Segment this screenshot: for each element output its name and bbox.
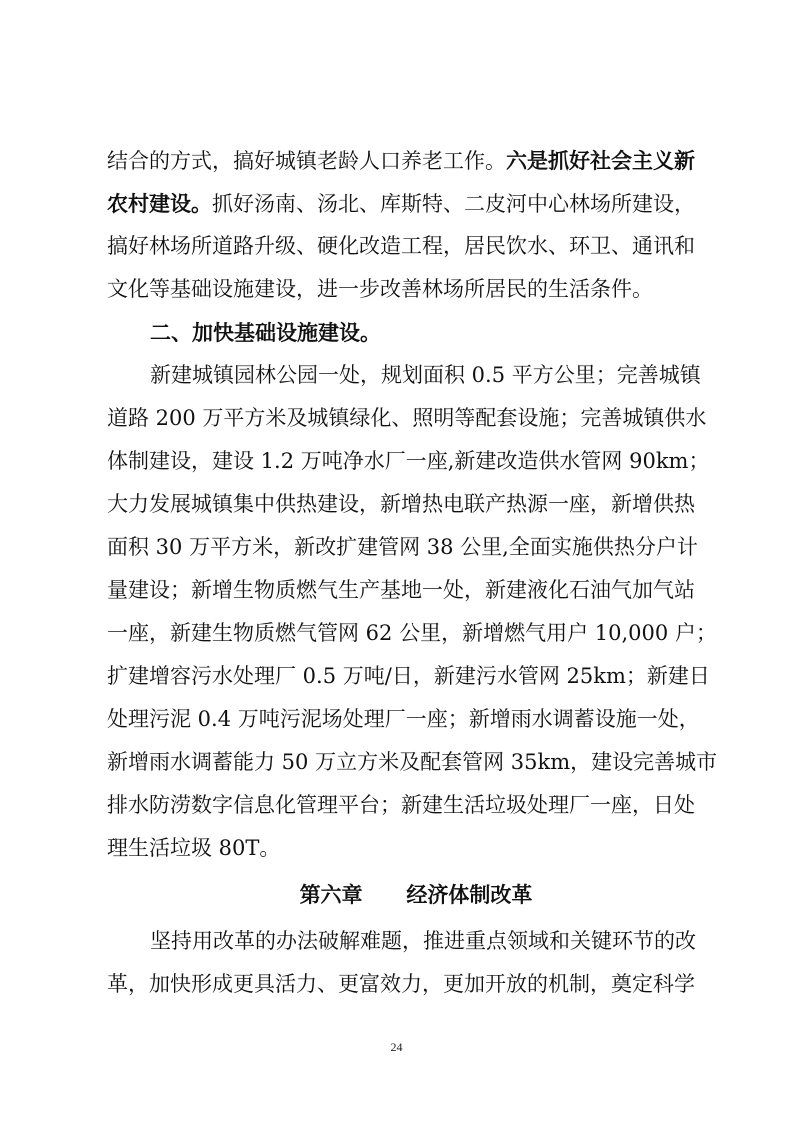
paragraph-line: 面积 30 万平方米，新改扩建管网 38 公里,全面实施供热分户计 xyxy=(107,535,698,559)
paragraph-line: 理生活垃圾 80T。 xyxy=(107,836,281,860)
paragraph-line: 排水防涝数字信息化管理平台；新建生活垃圾处理厂一座，日处 xyxy=(107,793,695,817)
paragraph-line: 道路 200 万平方米及城镇绿化、照明等配套设施；完善城镇供水 xyxy=(107,406,707,430)
paragraph-line: 革，加快形成更具活力、更富效力，更加开放的机制，奠定科学 xyxy=(107,972,695,996)
document-body xyxy=(107,139,718,1006)
paragraph-line xyxy=(107,182,695,225)
paragraph-line: 处理污泥 0.4 万吨污泥场处理厂一座；新增雨水调蓄设施一处， xyxy=(107,707,700,731)
bold-lead-text: 农村建设。 xyxy=(107,191,212,216)
paragraph-text: 结合的方式，搞好城镇老龄人口养老工作。 xyxy=(107,149,506,173)
paragraph-line xyxy=(107,139,695,182)
paragraph-line: 文化等基础设施建设，进一步改善林场所居民的生活条件。 xyxy=(107,277,653,301)
paragraph-line: 大力发展城镇集中供热建设，新增热电联产热源一座，新增供热 xyxy=(107,492,695,516)
paragraph-line: 搞好林场所道路升级、硬化改造工程，居民饮水、环卫、通讯和 xyxy=(107,234,695,258)
paragraph-line: 新建城镇园林公园一处，规划面积 0.5 平方公里；完善城镇 xyxy=(150,363,701,387)
paragraph-line: 量建设；新增生物质燃气生产基地一处，新建液化石油气加气站 xyxy=(107,578,695,602)
section-heading: 二、加快基础设施建设。 xyxy=(150,320,381,345)
page-number: 24 xyxy=(390,1040,403,1054)
paragraph-line: 扩建增容污水处理厂 0.5 万吨/日，新建污水管网 25km；新建日 xyxy=(107,664,710,688)
paragraph-line: 一座，新建生物质燃气管网 62 公里，新增燃气用户 10,000 户； xyxy=(107,621,717,645)
paragraph-line: 坚持用改革的办法破解难题，推进重点领域和关键环节的改 xyxy=(150,929,696,953)
chapter-heading: 第六章 经济体制改革 xyxy=(299,882,533,907)
bold-lead-text: 六是抓好社会主义新 xyxy=(506,148,695,173)
paragraph-text: 抓好汤南、汤北、库斯特、二皮河中心林场所建设， xyxy=(212,192,695,216)
paragraph-line: 新增雨水调蓄能力 50 万立方米及配套管网 35km，建设完善城市 xyxy=(107,750,718,774)
paragraph-line: 体制建设，建设 1.2 万吨净水厂一座,新建改造供水管网 90km； xyxy=(107,449,710,473)
